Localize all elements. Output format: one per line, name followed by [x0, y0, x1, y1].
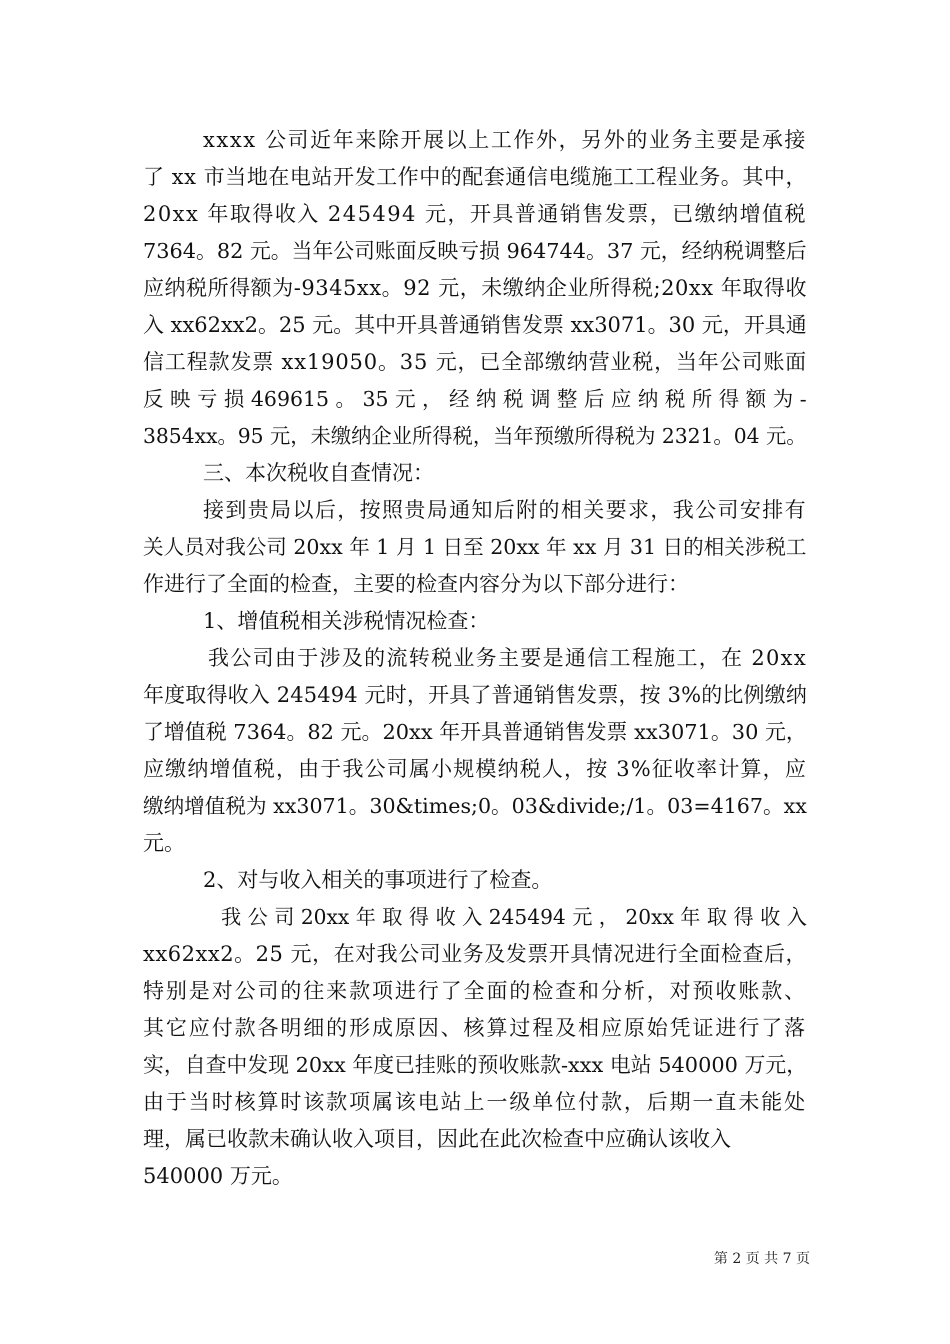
paragraph-line: 其它应付款各明细的形成原因、核算过程及相应原始凭证进行了落 [143, 1016, 808, 1040]
paragraph-line: 接到贵局以后，按照贵局通知后附的相关要求，我公司安排有 [203, 498, 807, 522]
subsection-heading: 1、增值税相关涉税情况检查： [203, 609, 490, 633]
paragraph-line: 了 xx 市当地在电站开发工作中的配套通信电缆施工工程业务。其中， [143, 165, 807, 189]
paragraph-line: 作进行了全面的检查，主要的检查内容分为以下部分进行： [143, 572, 689, 596]
paragraph-line: 7364。82 元。当年公司账面反映亏损 964744。37 元，经纳税调整后 [143, 239, 807, 263]
paragraph-line: 540000 万元。 [143, 1164, 293, 1188]
paragraph-line: 应缴纳增值税，由于我公司属小规模纳税人，按 3%征收率计算，应 [143, 757, 807, 781]
paragraph-line: 3854xx。95 元，未缴纳企业所得税，当年预缴所得税为 2321。04 元。 [143, 424, 807, 448]
paragraph-line: xxxx 公司近年来除开展以上工作外，另外的业务主要是承接 [203, 128, 808, 152]
paragraph-line: 元。 [143, 831, 185, 855]
paragraph-line: xx62xx2。25 元，在对我公司业务及发票开具情况进行全面检查后， [143, 942, 807, 966]
paragraph-line: 由于当时核算时该款项属该电站上一级单位付款，后期一直未能处 [143, 1090, 808, 1114]
paragraph-line: 我公司由于涉及的流转税业务主要是通信工程施工，在 20xx [208, 646, 807, 670]
paragraph-line: 关人员对我公司 20xx 年 1 月 1 日至 20xx 年 xx 月 31 日的相关涉税工 [143, 535, 807, 559]
paragraph-line: 特别是对公司的往来款项进行了全面的检查和分析，对预收账款、 [143, 979, 808, 1003]
paragraph-line: 反 映 亏 损 469615 。 35 元 ， 经 纳 税 调 整 后 应 纳 税 所 得 额 为 - [143, 387, 807, 411]
paragraph-line: 缴纳增值税为 xx3071。30&times;0。03&divide;/1。03=4167。xx [143, 794, 807, 818]
paragraph-line: 入 xx62xx2。25 元。其中开具普通销售发票 xx3071。30 元，开具通 [143, 313, 807, 337]
paragraph-line: 应纳税所得额为-9345xx。92 元，未缴纳企业所得税;20xx 年取得收 [143, 276, 807, 300]
paragraph-line: 年度取得收入 245494 元时，开具了普通销售发票，按 3%的比例缴纳 [143, 683, 807, 707]
page-number: 第 2 页 共 7 页 [713, 1251, 810, 1267]
paragraph-line: 信工程款发票 xx19050。35 元，已全部缴纳营业税，当年公司账面 [143, 350, 807, 374]
paragraph-line: 实，自查中发现 20xx 年度已挂账的预收账款-xxx 电站 540000 万元， [143, 1053, 808, 1077]
paragraph-line: 理，属已收款未确认收入项目，因此在此次检查中应确认该收入 [143, 1127, 731, 1151]
paragraph-line: 20xx 年取得收入 245494 元，开具普通销售发票，已缴纳增值税 [143, 202, 807, 226]
paragraph-line: 我 公 司 20xx 年 取 得 收 入 245494 元 ， 20xx 年 取 得 收 入 [221, 905, 807, 929]
paragraph-line: 了增值税 7364。82 元。20xx 年开具普通销售发票 xx3071。30 元， [143, 720, 807, 744]
section-heading: 三、本次税收自查情况： [203, 461, 434, 485]
subsection-heading: 2、对与收入相关的事项进行了检查。 [203, 868, 553, 892]
